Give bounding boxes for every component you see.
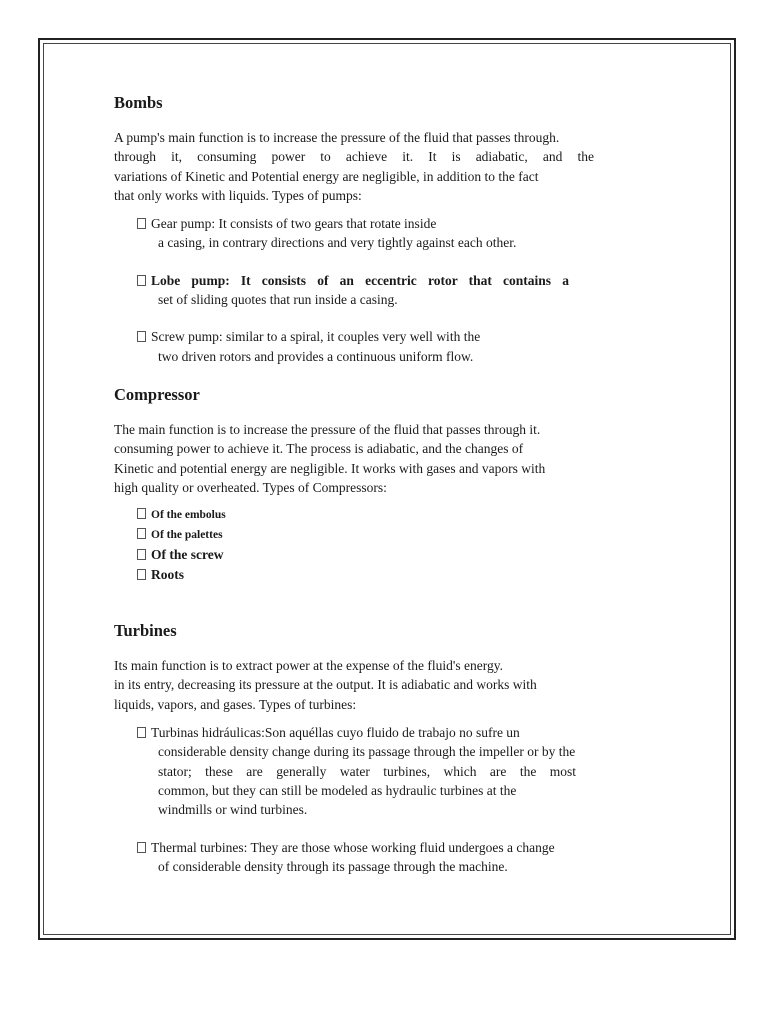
turbines-paragraph xyxy=(114,656,594,714)
compressor-paragraph xyxy=(114,420,594,497)
item-text: Gear pump: It consists of two gears that rotate inside xyxy=(151,216,437,232)
section-turbines xyxy=(114,620,594,876)
item-continuation: of considerable density through its passage through the machine. xyxy=(158,858,508,874)
item-continuation: windmills or wind turbines. xyxy=(158,802,308,818)
paragraph-line: through it, consuming power to achieve it. It is adiabatic, and the xyxy=(114,149,594,165)
paragraph-line: The main function is to increase the pressure of the fluid that passes through it. xyxy=(114,421,541,437)
item-continuation: considerable density change during its passage through the impeller or by the xyxy=(158,744,576,760)
item-text: Of the palettes xyxy=(151,528,223,541)
list-item xyxy=(137,838,594,877)
section-title-turbines: Turbines xyxy=(114,621,177,641)
paragraph-line: A pump's main function is to increase the pressure of the fluid that passes through. xyxy=(114,130,560,145)
bullet-box-icon xyxy=(137,528,146,539)
item-continuation: stator; these are generally water turbines, which are the most xyxy=(158,763,576,779)
item-text: Turbinas hidráulicas:Son aquéllas cuyo fluido de trabajo no sufre un xyxy=(151,725,520,741)
list-item xyxy=(137,545,594,565)
bullet-box-icon xyxy=(137,549,146,560)
item-continuation: set of sliding quotes that run inside a casing. xyxy=(158,292,398,308)
list-item xyxy=(137,526,594,546)
item-continuation: common, but they can still be modeled as hydraulic turbines at the xyxy=(158,782,517,798)
item-text: Lobe pump: It consists of an eccentric rotor that contains a xyxy=(151,272,569,288)
paragraph-line: Its main function is to extract power at the expense of the fluid's energy. xyxy=(114,658,503,674)
compressor-types-list xyxy=(114,506,594,584)
paragraph-line: that only works with liquids. Types of pumps: xyxy=(114,187,362,203)
paragraph-line: consuming power to achieve it. The process is adiabatic, and the changes of xyxy=(114,441,524,457)
turbine-types-list xyxy=(114,723,594,876)
item-continuation: a casing, in contrary directions and very tightly against each other. xyxy=(158,235,517,251)
document-body xyxy=(114,92,594,894)
item-text: Of the screw xyxy=(151,547,224,563)
item-text: Thermal turbines: They are those whose working fluid undergoes a change xyxy=(151,839,555,855)
paragraph-line: in its entry, decreasing its pressure at the output. It is adiabatic and works with xyxy=(114,677,537,693)
list-item xyxy=(137,723,594,819)
paragraph-line: variations of Kinetic and Potential energy are negligible, in addition to the fact xyxy=(114,168,539,184)
section-bombs xyxy=(114,92,594,366)
list-item xyxy=(137,214,594,253)
list-item xyxy=(137,327,594,366)
list-item xyxy=(137,506,594,526)
section-title-compressor: Compressor xyxy=(114,384,200,404)
bullet-box-icon xyxy=(137,727,146,738)
bullet-box-icon xyxy=(137,508,146,519)
list-item xyxy=(137,565,594,585)
bullet-box-icon xyxy=(137,218,146,229)
bullet-box-icon xyxy=(137,842,146,853)
paragraph-line: high quality or overheated. Types of Compressors: xyxy=(114,479,387,495)
section-title-bombs: Bombs xyxy=(114,93,163,112)
paragraph-line: Kinetic and potential energy are negligible. It works with gases and vapors with xyxy=(114,460,546,476)
paragraph-line: liquids, vapors, and gases. Types of turbines: xyxy=(114,696,357,712)
item-text: Roots xyxy=(151,566,184,582)
section-compressor xyxy=(114,384,594,584)
list-item xyxy=(137,271,594,310)
item-text: Screw pump: similar to a spiral, it couples very well with the xyxy=(151,329,481,345)
bullet-box-icon xyxy=(137,331,146,342)
item-continuation: two driven rotors and provides a continuous uniform flow. xyxy=(158,348,474,364)
item-text: Of the embolus xyxy=(151,509,226,522)
bullet-box-icon xyxy=(137,275,146,286)
pump-types-list xyxy=(114,214,594,366)
bombs-paragraph xyxy=(114,128,594,205)
bullet-box-icon xyxy=(137,569,146,580)
